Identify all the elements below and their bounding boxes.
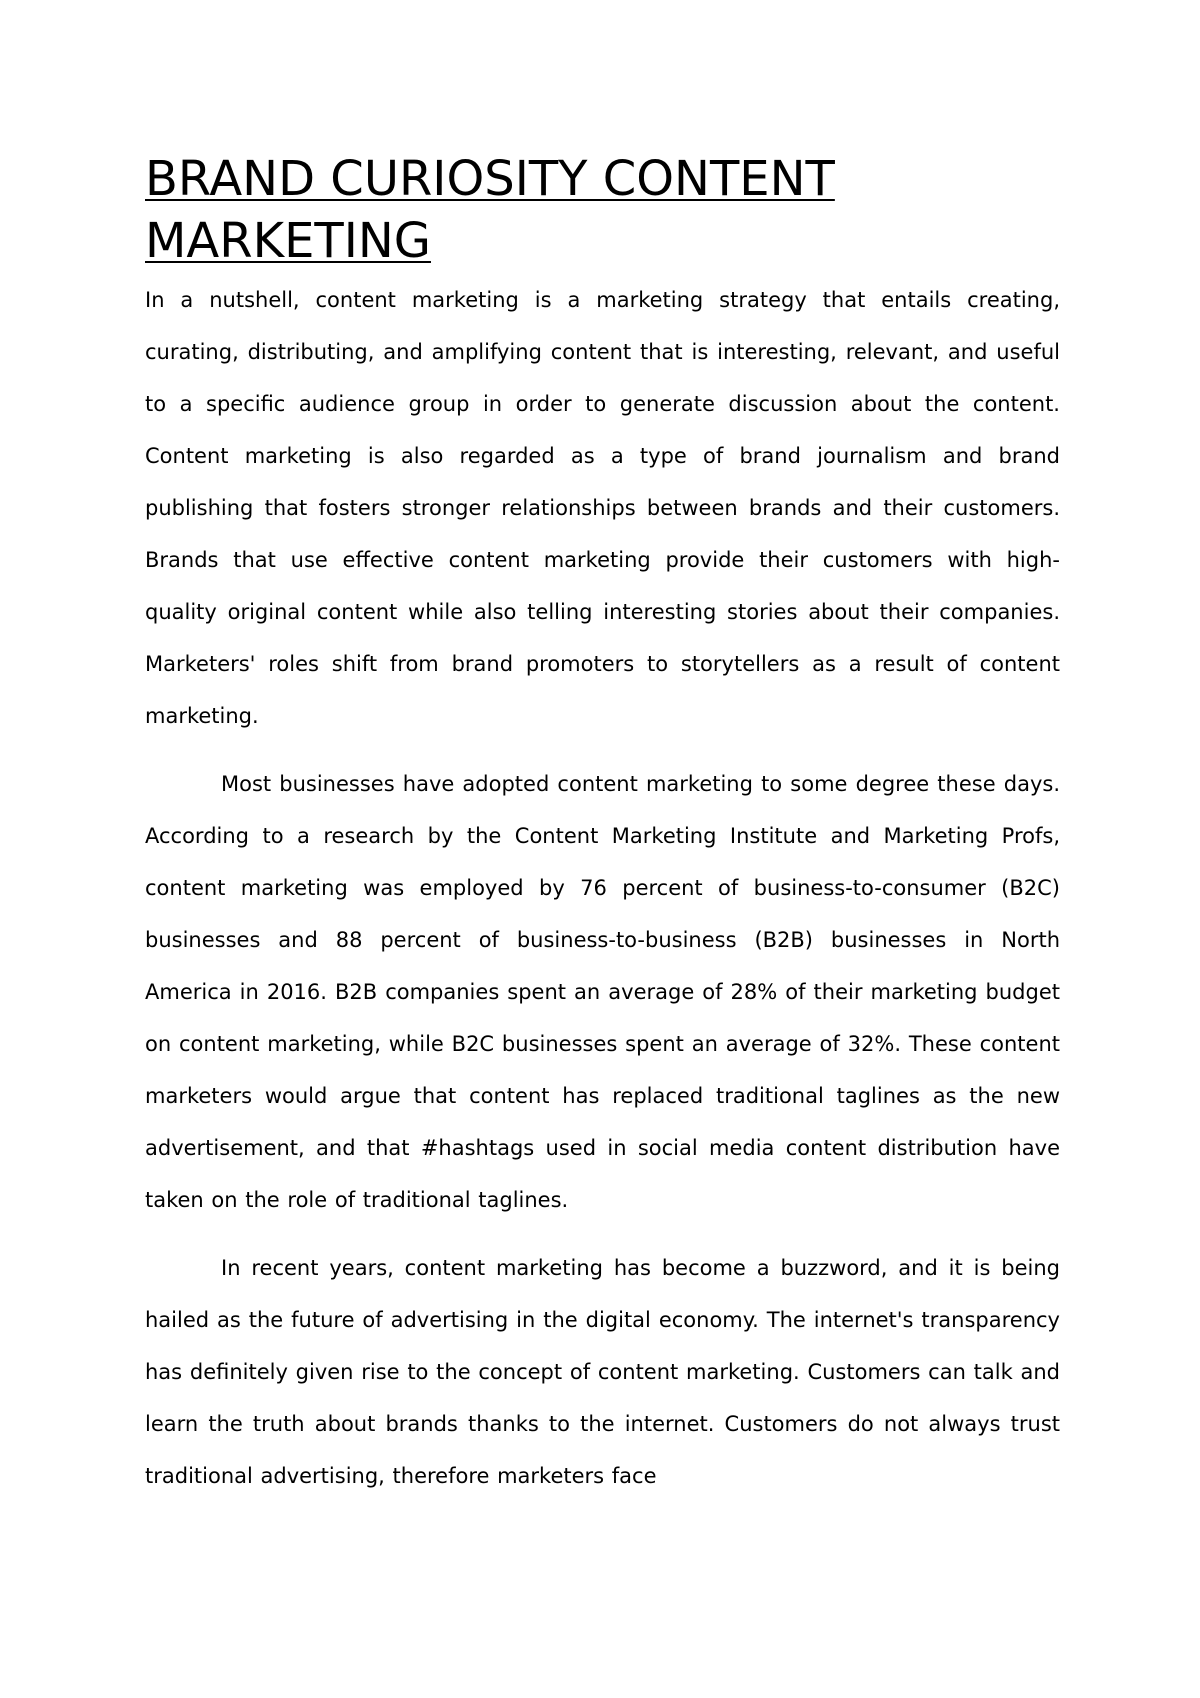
- document-title: [145, 148, 1060, 272]
- document-title-line-2: MARKETING: [145, 213, 431, 269]
- document-body: [145, 148, 1060, 1502]
- paragraph-3: In recent years, content marketing has become a buzzword, and it is being hailed as the future of advertising in the digital economy. The internet's transparency has definitely given rise to the concept of content marketing. Customers can talk and learn the truth about brands thanks to the internet. Customers do not always trust traditional advertising, therefore marketers face: [145, 1256, 1060, 1488]
- paragraph-1: In a nutshell, content marketing is a marketing strategy that entails creating, curating, distributing, and amplifying content that is interesting, relevant, and useful to a specific audience group in order to generate discussion about the content. Content marketing is also regarded as a type of brand journalism and brand publishing that fosters stronger relationships between brands and their customers. Brands that use effective content marketing provide their customers with high-quality original content while also telling interesting stories about their companies. Marketers' roles shift from brand promoters to storytellers as a result of content marketing.: [145, 288, 1060, 728]
- paragraph-2: Most businesses have adopted content marketing to some degree these days. According to a research by the Content Marketing Institute and Marketing Profs, content marketing was employed by 76 percent of business-to-consumer (B2C) businesses and 88 percent of business-to-business (B2B) businesses in North America in 2016. B2B companies spent an average of 28% of their marketing budget on content marketing, while B2C businesses spent an average of 32%. These content marketers would argue that content has replaced traditional taglines as the new advertisement, and that #hashtags used in social media content distribution have taken on the role of traditional taglines.: [145, 772, 1060, 1212]
- document-title-line-1: BRAND CURIOSITY CONTENT: [145, 151, 835, 207]
